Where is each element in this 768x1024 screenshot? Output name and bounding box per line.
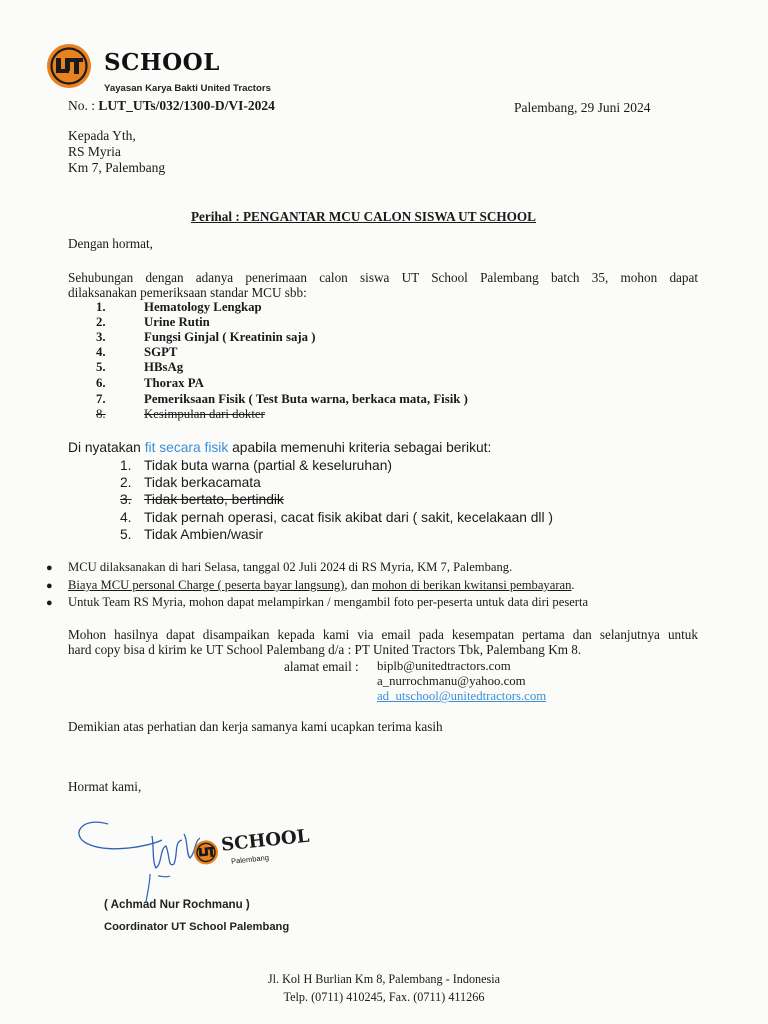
email-link[interactable]: ad_utschool@unitedtractors.com <box>377 689 547 703</box>
closing-line-2: hard copy bisa d kirim ke UT School Palembang d/a : PT United Tractors Tbk, Palembang Km 8. <box>68 642 582 657</box>
list-item: ● MCU dilaksanakan di hari Selasa, tanggal 02 Juli 2024 di RS Myria, KM 7, Palembang. <box>46 560 513 574</box>
list-item: 5. Tidak Ambien/wasir <box>120 527 264 542</box>
list-item: 5. HBsAg <box>96 360 184 374</box>
regards-line: Hormat kami, <box>68 779 142 794</box>
recipient-line-1: Kepada Yth, <box>68 128 136 143</box>
subject-line: Perihal : PENGANTAR MCU CALON SISWA UT SCHOOL <box>191 209 536 224</box>
ut-logo-icon <box>46 43 92 89</box>
greeting: Dengan hormat, <box>68 236 153 251</box>
list-item: ● Untuk Team RS Myria, mohon dapat melampirkan / mengambil foto per-peserta untuk data diri peserta <box>46 595 589 609</box>
stamp-word: SCHOOL <box>220 825 311 856</box>
list-item: 4. SGPT <box>96 345 178 359</box>
recipient-line-2: RS Myria <box>68 144 121 159</box>
email-label: alamat email : <box>284 659 359 674</box>
recipient-line-3: Km 7, Palembang <box>68 160 166 175</box>
signature-stamp <box>70 806 330 906</box>
thanks-line: Demikian atas perhatian dan kerja samanya kami ucapkan terima kasih <box>68 719 443 734</box>
stamp-sub: Palembang <box>230 852 270 866</box>
criteria-highlight: fit secara fisik <box>144 440 229 455</box>
list-item: 7. Pemeriksaan Fisik ( Test Buta warna, berkaca mata, Fisik ) <box>96 392 468 406</box>
logo-subtitle: Yayasan Karya Bakti United Tractors <box>104 83 271 94</box>
list-item: 1. Hematology Lengkap <box>96 300 262 314</box>
intro-line-1: Sehubungan dengan adanya penerimaan calon siswa UT School Palembang batch 35, mohon dapat <box>68 270 698 285</box>
footer-address: Jl. Kol H Burlian Km 8, Palembang - Indonesia <box>267 972 501 986</box>
letter-date: Palembang, 29 Juni 2024 <box>514 100 651 115</box>
list-item: 2. Urine Rutin <box>96 315 210 329</box>
list-item: 3. Tidak bertato, bertindik <box>120 492 284 507</box>
intro-line-2: dilaksanakan pemeriksaan standar MCU sbb: <box>68 285 307 300</box>
footer-phone: Telp. (0711) 410245, Fax. (0711) 411266 <box>283 990 485 1004</box>
closing-line-1: Mohon hasilnya dapat disampaikan kepada kami via email pada kesempatan pertama dan selanjutnya untuk <box>68 627 698 642</box>
list-item: 8. Kesimpulan dari dokter <box>96 407 265 421</box>
signatory-title: Coordinator UT School Palembang <box>104 921 290 933</box>
list-item: 4. Tidak pernah operasi, cacat fisik akibat dari ( sakit, kecelakaan dll ) <box>120 510 553 525</box>
email-address: biplb@unitedtractors.com <box>377 659 511 673</box>
list-item: 6. Thorax PA <box>96 376 204 390</box>
list-item: 2. Tidak berkacamata <box>120 475 261 490</box>
letter-number-label: No. : <box>68 98 99 113</box>
list-item: 3. Fungsi Ginjal ( Kreatinin saja ) <box>96 330 316 344</box>
logo-wordmark: SCHOOL <box>104 49 220 76</box>
letter-number <box>68 98 275 114</box>
letter-number-value: LUT_UTs/032/1300-D/VI-2024 <box>98 98 275 113</box>
email-address: a_nurrochmanu@yahoo.com <box>377 674 526 688</box>
criteria-intro: Di nyatakan fit secara fisik apabila memenuhi kriteria sebagai berikut: <box>68 440 492 455</box>
signatory-name: ( Achmad Nur Rochmanu ) <box>104 898 250 911</box>
list-item: ● Biaya MCU personal Charge ( peserta bayar langsung), dan mohon di berikan kwitansi pembayaran. <box>46 578 575 592</box>
list-item: 1. Tidak buta warna (partial & keseluruhan) <box>120 458 392 473</box>
